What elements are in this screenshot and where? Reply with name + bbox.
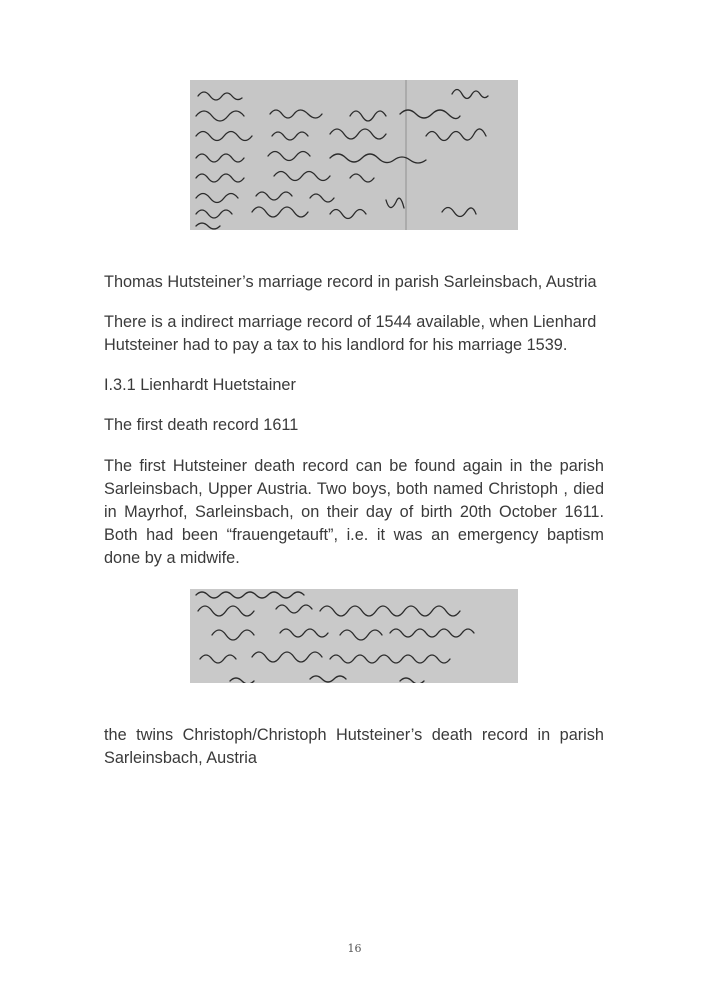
death-record-caption: the twins Christoph/Christoph Hutsteiner’s death record in parish Sarleinsbach, Austria xyxy=(104,726,604,767)
death-record-image xyxy=(190,589,518,683)
marriage-1544-paragraph: There is a indirect marriage record of 1544 available, when Lienhard Hutsteiner had to pay a tax to his landlord for his marriage 1539. xyxy=(104,313,597,354)
handwriting-scan xyxy=(190,589,518,683)
marriage-record-image xyxy=(190,80,518,230)
section-heading-lienhardt: I.3.1 Lienhardt Huetstainer xyxy=(104,376,296,394)
page-number: 16 xyxy=(347,942,362,955)
handwriting-scan xyxy=(190,80,518,230)
first-death-paragraph: The first Hutsteiner death record can be found again in the parish Sarleinsbach, Upper Austria. Two boys, both named Christoph , died in Mayrhof, Sarleinsbach, on their day of birth 20th October 1611. Both had been “frauengetauft”, i.e. it was an emergency baptism done by a midwife. xyxy=(104,457,604,567)
marriage-record-caption: Thomas Hutsteiner’s marriage record in parish Sarleinsbach, Austria xyxy=(104,273,597,291)
section-heading-first-death: The first death record 1611 xyxy=(104,416,299,434)
